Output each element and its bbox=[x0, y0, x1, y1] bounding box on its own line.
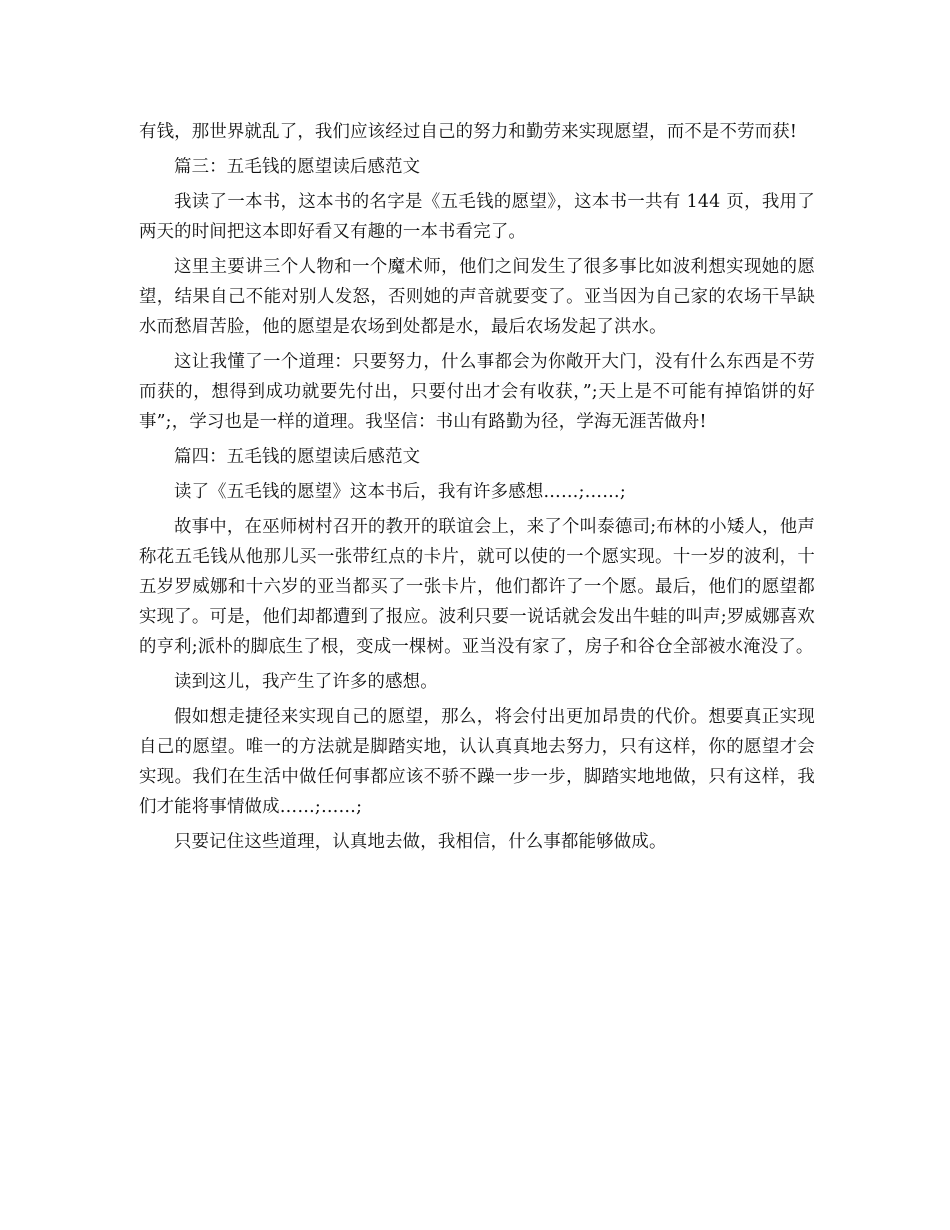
document-body bbox=[139, 117, 815, 862]
paragraph: 这让我懂了一个道理：只要努力，什么事都会为你敞开大门，没有什么东西是不劳而获的，想得到成功就要先付出，只要付出才会有收获，”;天上是不可能有掉馅饼的好事”;，学习也是一样的道理。我坚信：书山有路勤为径，学海无涯苦做舟! bbox=[139, 352, 815, 432]
paragraph: 读到这儿，我产生了许多的感想。 bbox=[174, 672, 438, 692]
paragraph-continuation: 有钱，那世界就乱了，我们应该经过自己的努力和勤劳来实现愿望，而不是不劳而获! bbox=[139, 122, 798, 142]
paragraph: 这里主要讲三个人物和一个魔术师，他们之间发生了很多事比如波利想实现她的愿望，结果自己不能对别人发怒，否则她的声音就要变了。亚当因为自己家的农场干旱缺水而愁眉苦脸，他的愿望是农场到处都是水，最后农场发起了洪水。 bbox=[139, 257, 815, 337]
paragraph: 故事中，在巫师树村召开的教开的联谊会上，来了个叫泰德司;布林的小矮人，他声称花五毛钱从他那儿买一张带红点的卡片，就可以使的一个愿实现。十一岁的波利，十五岁罗威娜和十六岁的亚当都买了一张卡片，他们都许了一个愿。最后，他们的愿望都实现了。可是，他们却都遭到了报应。波利只要一说话就会发出牛蛙的叫声;罗威娜喜欢的亨利;派朴的脚底生了根，变成一棵树。亚当没有家了，房子和谷仓全部被水淹没了。 bbox=[139, 517, 815, 657]
paragraph: 只要记住这些道理，认真地去做，我相信，什么事都能够做成。 bbox=[174, 832, 667, 852]
section-heading-part-four: 篇四：五毛钱的愿望读后感范文 bbox=[174, 447, 421, 467]
paragraph: 读了《五毛钱的愿望》这本书后，我有许多感想……;……; bbox=[174, 482, 626, 502]
section-heading-part-three: 篇三：五毛钱的愿望读后感范文 bbox=[174, 157, 421, 177]
paragraph: 我读了一本书，这本书的名字是《五毛钱的愿望》，这本书一共有 144 页，我用了两天的时间把这本即好看又有趣的一本书看完了。 bbox=[139, 192, 815, 242]
paragraph: 假如想走捷径来实现自己的愿望，那么，将会付出更加昂贵的代价。想要真正实现自己的愿望。唯一的方法就是脚踏实地，认认真真地去努力，只有这样，你的愿望才会实现。我们在生活中做任何事都应该不骄不躁一步一步，脚踏实地地做，只有这样，我们才能将事情做成……;……; bbox=[139, 707, 815, 817]
